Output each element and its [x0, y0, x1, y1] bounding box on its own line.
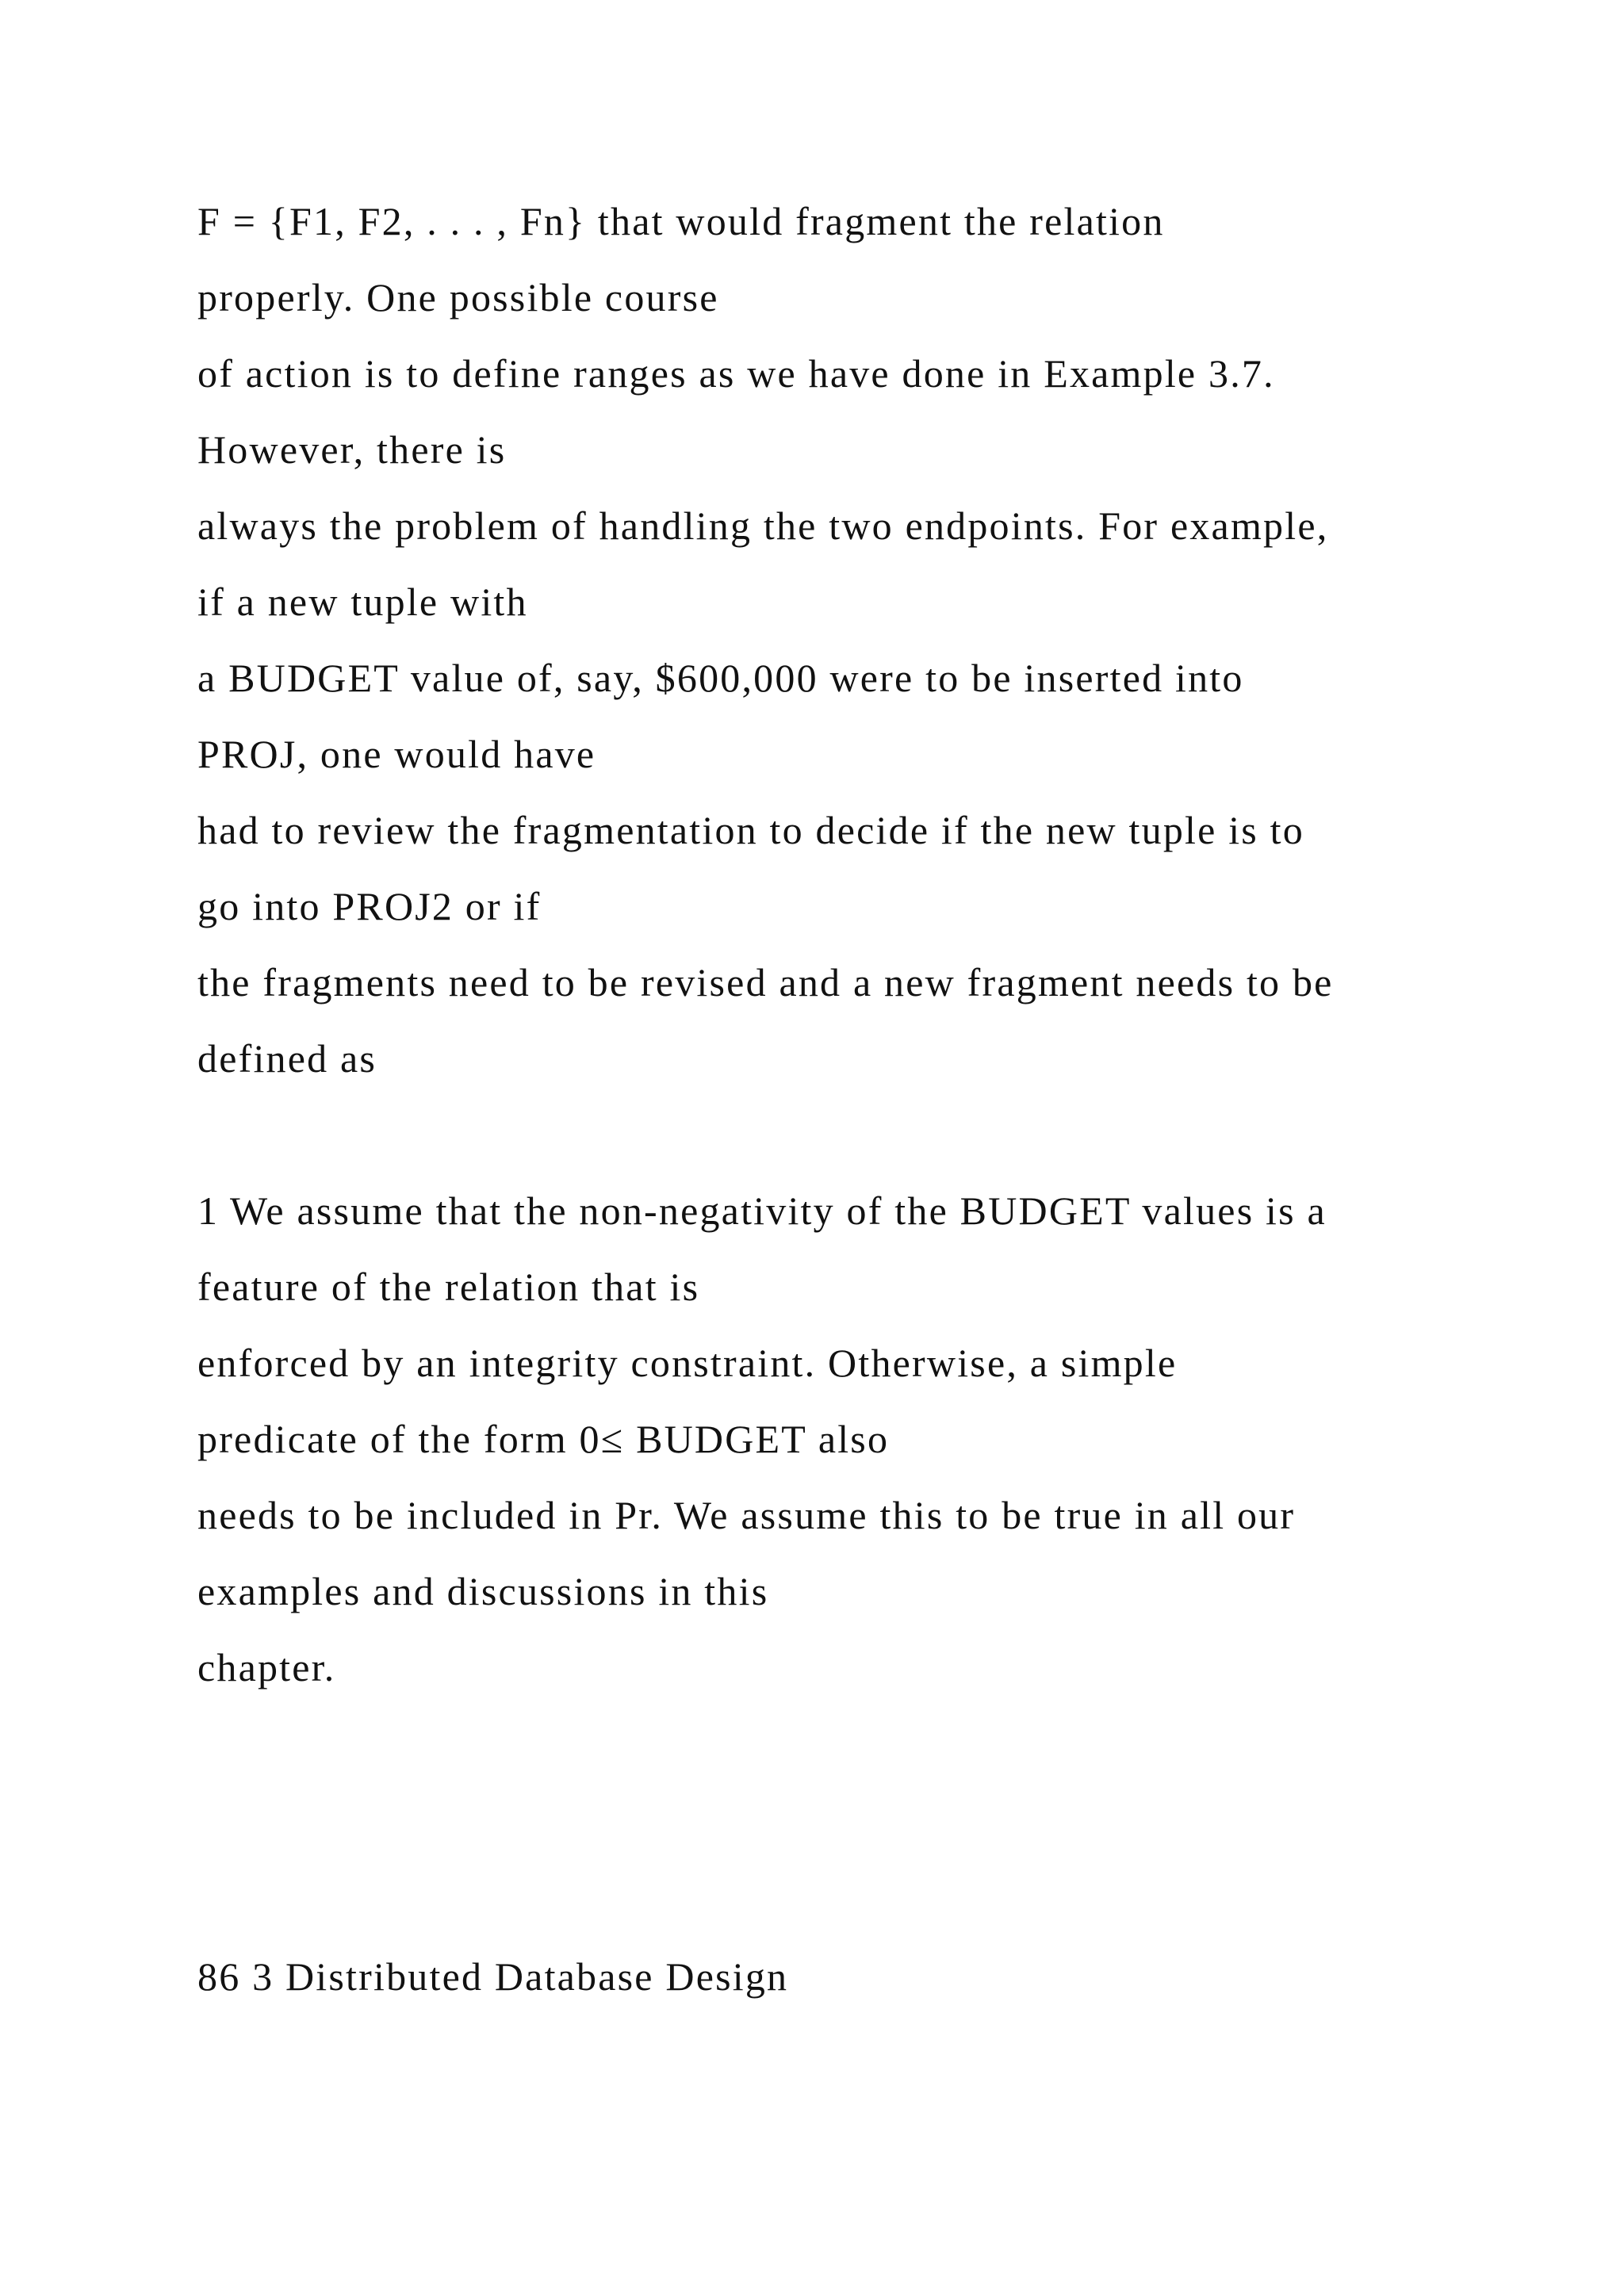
- body-line: go into PROJ2 or if: [197, 884, 542, 928]
- footnote-line: 1 We assume that the non-negativity of the BUDGET values is a: [197, 1188, 1327, 1233]
- footnote-line: feature of the relation that is: [197, 1265, 700, 1309]
- body-line: if a new tuple with: [197, 580, 528, 624]
- footnote-line: predicate of the form 0≤ BUDGET also: [197, 1417, 890, 1461]
- page-header: 86 3 Distributed Database Design: [197, 1954, 789, 1999]
- footnote-line: examples and discussions in this: [197, 1569, 769, 1613]
- footnote-line: enforced by an integrity constraint. Otherwise, a simple: [197, 1341, 1178, 1385]
- body-line: had to review the fragmentation to decide if the new tuple is to: [197, 808, 1304, 852]
- footnote-line: needs to be included in Pr. We assume this to be true in all our: [197, 1493, 1296, 1537]
- body-line: F = {F1, F2, . . . , Fn} that would fragment the relation: [197, 199, 1165, 243]
- footnote-line: chapter.: [197, 1645, 336, 1689]
- body-line: of action is to define ranges as we have done in Example 3.7.: [197, 351, 1275, 396]
- body-line: defined as: [197, 1036, 377, 1081]
- body-line: a BUDGET value of, say, $600,000 were to be inserted into: [197, 656, 1244, 700]
- body-line: the fragments need to be revised and a new fragment needs to be: [197, 960, 1334, 1004]
- body-line: However, there is: [197, 427, 507, 472]
- body-line: always the problem of handling the two endpoints. For example,: [197, 503, 1329, 548]
- body-line: properly. One possible course: [197, 275, 719, 320]
- body-line: PROJ, one would have: [197, 732, 596, 776]
